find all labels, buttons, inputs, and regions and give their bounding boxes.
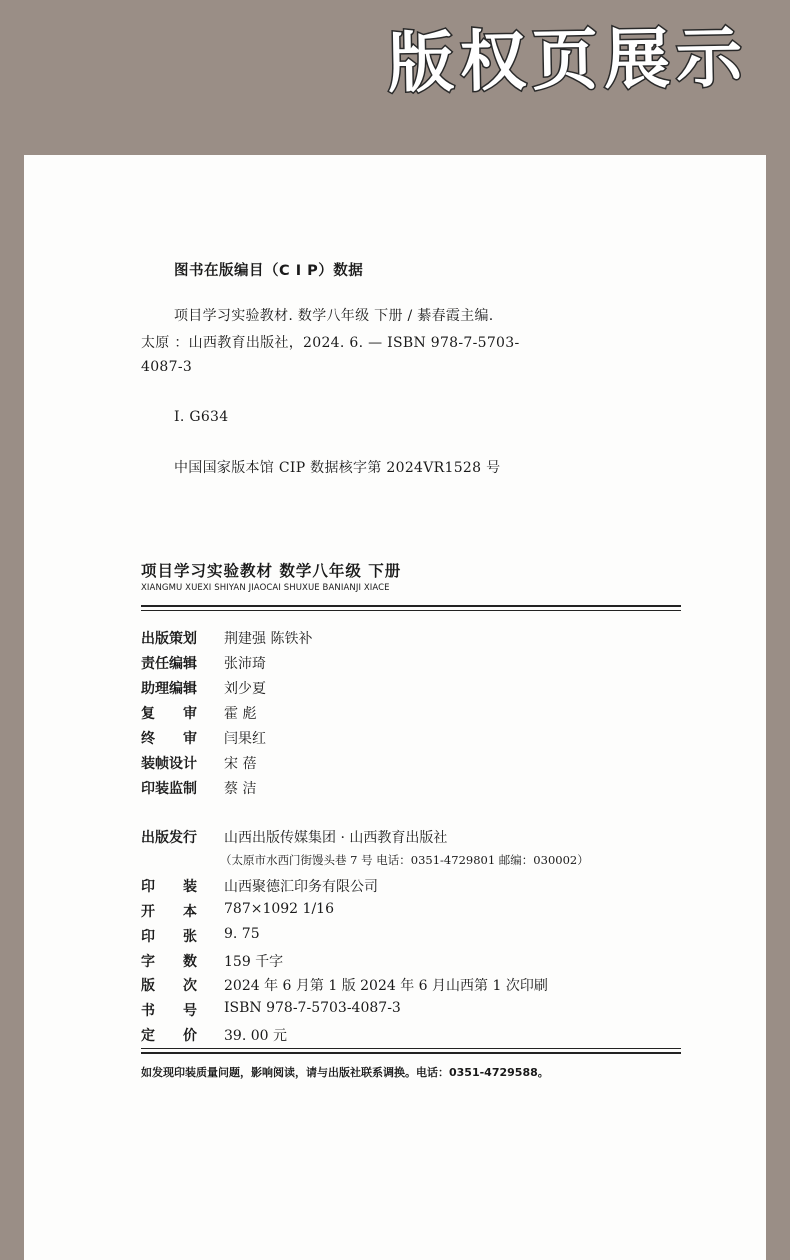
editorial-value: 荆建强 陈铁补: [224, 631, 313, 647]
spec-value: 2024 年 6 月第 1 版 2024 年 6 月山西第 1 次印刷: [224, 978, 548, 994]
divider-top-thin: [141, 610, 681, 611]
spec-label: 开 本: [141, 904, 197, 920]
spec-label: 印 张: [141, 929, 197, 945]
editorial-label: 装帧设计: [141, 756, 197, 772]
editorial-label: 责任编辑: [141, 656, 197, 672]
cip-line-record-number: 中国国家版本馆 CIP 数据核字第 2024VR1528 号: [174, 460, 501, 476]
editorial-label: 印装监制: [141, 781, 197, 797]
book-pinyin: XIANGMU XUEXI SHIYAN JIAOCAI SHUXUE BANIANJI XIACE: [141, 583, 390, 593]
cip-line-title: 项目学习实验教材. 数学八年级 下册 / 綦春霞主编.: [174, 308, 494, 324]
cip-line-publisher: 太原 ：山西教育出版社，2024. 6. — ISBN 978-7-5703-: [141, 335, 520, 351]
divider-top-thick: [141, 605, 681, 607]
spec-value: 9. 75: [224, 926, 260, 942]
spec-value: 159 千字: [224, 954, 284, 970]
editorial-value: 张沛琦: [224, 656, 266, 672]
copyright-page: [24, 155, 766, 1260]
banner-title: 版权页展示: [387, 18, 749, 103]
editorial-label: 终 审: [141, 731, 197, 747]
spec-value: 山西聚德汇印务有限公司: [224, 879, 378, 895]
cip-heading: 图书在版编目（C I P）数据: [174, 263, 364, 279]
editorial-value: 蔡 洁: [224, 781, 257, 797]
editorial-value: 闫果红: [224, 731, 266, 747]
publisher-value: 山西出版传媒集团 · 山西教育出版社: [224, 830, 448, 846]
editorial-value: 刘少夏: [224, 681, 266, 697]
book-title: 项目学习实验教材 数学八年级 下册: [141, 562, 402, 580]
spec-label: 印 装: [141, 879, 197, 895]
editorial-value: 霍 彪: [224, 706, 257, 722]
editorial-label: 出版策划: [141, 631, 197, 647]
spec-label: 版 次: [141, 978, 197, 994]
quality-notice: 如发现印装质量问题，影响阅读，请与出版社联系调换。电话：0351-4729588。: [141, 1066, 549, 1079]
publisher-address: （太原市水西门街馒头巷 7 号 电话：0351-4729801 邮编：030002）: [220, 853, 589, 867]
spec-value: ISBN 978-7-5703-4087-3: [224, 1000, 401, 1016]
divider-bottom-thin: [141, 1048, 681, 1049]
spec-label: 字 数: [141, 954, 197, 970]
divider-bottom-thick: [141, 1052, 681, 1054]
cip-line-isbn-cont: 4087-3: [141, 359, 193, 375]
spec-label: 定 价: [141, 1028, 197, 1044]
spec-label: 书 号: [141, 1003, 197, 1019]
spec-value: 39. 00 元: [224, 1028, 287, 1044]
publisher-label: 出版发行: [141, 830, 197, 846]
editorial-label: 复 审: [141, 706, 197, 722]
editorial-value: 宋 蓓: [224, 756, 257, 772]
spec-value: 787×1092 1/16: [224, 901, 334, 917]
cip-line-classification: Ⅰ. G634: [174, 409, 229, 425]
editorial-label: 助理编辑: [141, 681, 197, 697]
